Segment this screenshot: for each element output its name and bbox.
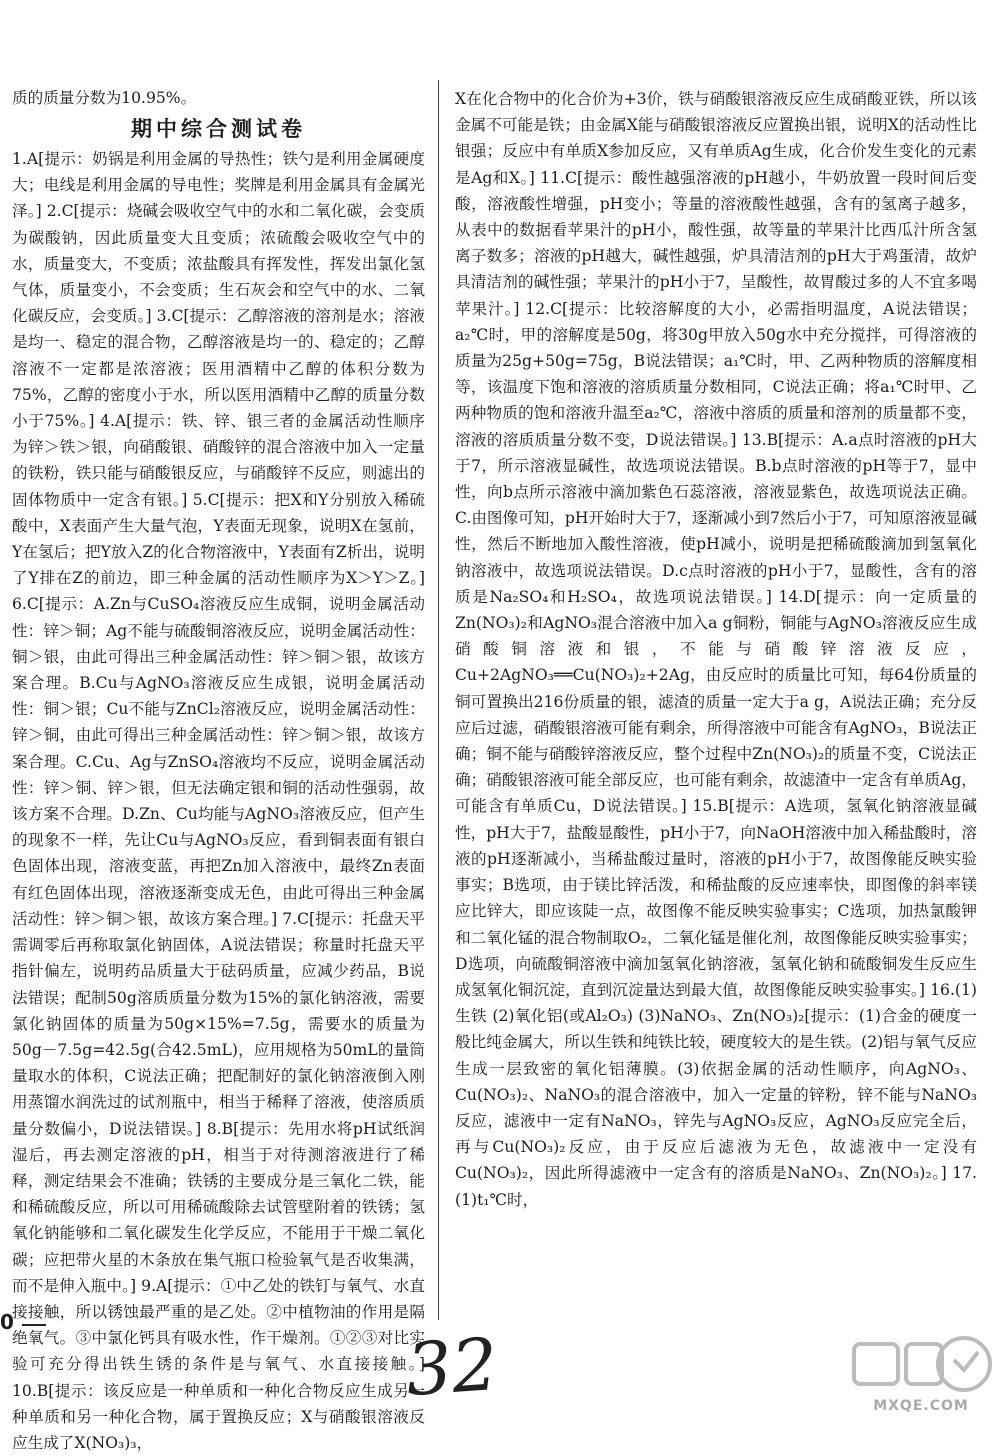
page-number: 0 xyxy=(0,1310,14,1334)
right-column-text: X在化合物中的化合价为+3价，铁与硝酸银溶液反应生成硝酸亚铁，所以该金属不可能是铁；由金属X能与硝酸银溶液反应置换出银，说明X的活动性比银强；反应中有单质X参加反应，又有单质Ag生成，化合价发生变化的元素是Ag和X。] 11.C[提示：酸性越强溶液的pH越小，牛奶放置一段时间后变酸，溶液酸性增强，pH变小；等量的溶液酸性越强，含有的氢离子越多，从表中的数据看苹果汁的pH小，酸性强，故等量的苹果汁比西瓜汁所含氢离子数多；溶液的pH越大，碱性越强，炉具清洁剂的pH大于鸡蛋清，故炉具清洁剂的碱性强；苹果汁的pH小于7，呈酸性，故胃酸过多的人不宜多喝苹果汁。] 12.C[提示：比较溶解度的大小，必需指明温度，A说法错误；a₂℃时，甲的溶解度是50g，将30g甲放入50g水中充分搅拌，可得溶液的质量为25g+50g=75g，B说法错误；a₁℃时，甲、乙两种物质的溶解度相等，该温度下饱和溶液的溶质质量分数相同，C说法正确；将a₁℃时甲、乙两种物质的饱和溶液升温至a₂℃，溶液中溶质的质量和溶剂的质量都不变，溶液的溶质质量分数不变，D说法错误。] 13.B[提示：A.a点时溶液的pH大于7，所示溶液显碱性，故选项说法错误。B.b点时溶液的pH等于7，显中性，向b点所示溶液中滴加紫色石蕊溶液，溶液显紫色，故选项说法正确。C.由图像可知，pH开始时大于7，逐渐减小到7然后小于7，可知原溶液显碱性，然后不断地加入酸性溶液，使pH减小，说明是把稀硫酸滴加到氢氧化钠溶液中，故选项说法错误。D.c点时溶液的pH小于7，显酸性，含有的溶质是Na₂SO₄和H₂SO₄，故选项说法错误。] 14.D[提示：向一定质量的Zn(NO₃)₂和AgNO₃混合溶液中加入a g铜粉，铜能与AgNO₃溶液反应生成硝酸铜溶液和银，不能与硝酸锌溶液反应，Cu+2AgNO₃══Cu(NO₃)₂+2Ag，由反应时的质量比可知，每64份质量的铜可置换出216份质量的银，滤渣的质量一定大于a g，A说法正确；充分反应后过滤，硝酸银溶液可能有剩余，所得溶液中可能含有AgNO₃，B说法正确；铜不能与硝酸锌溶液反应，整个过程中Zn(NO₃)₂的质量不变，C说法正确；硝酸银溶液可能全部反应，也可能有剩余，故滤渣中一定含有单质Ag，可能含有单质Cu，D说法错误。] 15.B[提示：A选项，氢氧化钠溶液显碱性，pH大于7，盐酸显酸性，pH小于7，向NaOH溶液中加入稀盐酸时，溶液的pH逐渐减小，当稀盐酸过量时，溶液的pH小于7，故图像能反映实验事实；B选项，由于镁比锌活泼，和稀盐酸的反应速率快，即图像的斜率镁应比锌大，即应该陡一点，故图像不能反映实验事实；C选项，加热氯酸钾和二氧化锰的混合物制取O₂，二氧化锰是催化剂，故图像能反映实验事实；D选项，向硫酸铜溶液中滴加氢氧化钠溶液，氢氧化钠和硫酸铜发生反应生成氢氧化铜沉淀，直到沉淀量达到最大值，故图像能反映实验事实。] 16.(1)生铁 (2)氧化铝(或Al₂O₃) (3)NaNO₃、Zn(NO₃)₂[提示：(1)合金的硬度一般比纯金属大，所以生铁和纯铁比较，硬度较大的是生铁。(2)铝与氧气反应生成一层致密的氧化铝薄膜。(3)依据金属的活动性顺序，向AgNO₃、Cu(NO₃)₂、NaNO₃的混合溶液中，加入一定量的锌粉，锌不能与NaNO₃反应，滤液中一定有NaNO₃，锌先与AgNO₃反应，AgNO₃反应完全后，再与Cu(NO₃)₂反应，由于反应后滤液为无色，故滤液中一定没有Cu(NO₃)₂，因此所得滤液中一定含有的溶质是NaNO₃、Zn(NO₃)₂。] 17.(1)t₁℃时， xyxy=(455,90,977,1209)
watermark-text: MXQE.COM xyxy=(873,1398,969,1414)
handwritten-page-number: 32 xyxy=(403,1321,501,1413)
right-column xyxy=(455,86,977,1213)
page-title: 期中综合测试卷 xyxy=(131,117,306,141)
left-column-text: 1.A[提示：奶锅是利用金属的导热性；铁勺是利用金属硬度大；电线是利用金属的导电性；奖牌是利用金属具有金属光泽。] 2.C[提示：烧碱会吸收空气中的水和二氧化碳，会变质为碳酸钠，因此质量变大且变质；浓硫酸会吸收空气中的水，质量变大，不变质；浓盐酸具有挥发性，挥发出氯化氢气体，质量变小，不会变质；生石灰会和空气中的水、二氧化碳反应，会变质。] 3.C[提示：乙醇溶液的溶剂是水；溶液是均一、稳定的混合物，乙醇溶液是均一的、稳定的；乙醇溶液不一定都是浓溶液；医用酒精中乙醇的体积分数为75%，乙醇的密度小于水，所以医用酒精中乙醇的质量分数小于75%。] 4.A[提示：铁、锌、银三者的金属活动性顺序为锌＞铁＞银，向硝酸银、硝酸锌的混合溶液中加入一定量的铁粉，铁只能与硝酸银反应，与硝酸锌不反应，则滤出的固体物质中一定含有银。] 5.C[提示：把X和Y分别放入稀硫酸中，X表面产生大量气泡，Y表面无现象，说明X在氢前，Y在氢后；把Y放入Z的化合物溶液中，Y表面有Z析出，说明了Y排在Z的前边，即三种金属的活动性顺序为X＞Y＞Z。] 6.C[提示：A.Zn与CuSO₄溶液反应生成铜，说明金属活动性：锌＞铜；Ag不能与硫酸铜溶液反应，说明金属活动性：铜＞银，由此可得出三种金属活动性：锌＞铜＞银，故该方案合理。B.Cu与AgNO₃溶液反应生成银，说明金属活动性：铜＞银；Cu不能与ZnCl₂溶液反应，说明金属活动性：锌＞铜，由此可得出三种金属活动性：锌＞铜＞银，故该方案合理。C.Cu、Ag与ZnSO₄溶液均不反应，说明金属活动性：锌＞铜、锌＞银，但无法确定银和铜的活动性强弱，故该方案不合理。D.Zn、Cu均能与AgNO₃溶液反应，但产生的现象不一样，先让Cu与AgNO₃反应，看到铜表面有银白色固体出现，溶液变蓝，再把Zn加入溶液中，最终Zn表面有红色固体出现，溶液逐渐变成无色，由此可得出三种金属活动性：锌＞铜＞银，故该方案合理。] 7.C[提示：托盘天平需调零后再称取氯化钠固体，A说法错误；称量时托盘天平指针偏左，说明药品质量大于砝码质量，应减少药品，B说法错误；配制50g溶质质量分数为15%的氯化钠溶液，需要氯化钠固体的质量为50g×15%=7.5g，需要水的质量为50g－7.5g=42.5g(合42.5mL)，应用规格为50mL的量筒量取水的体积，C说法正确；把配制好的氯化钠溶液倒入刚用蒸馏水润洗过的试剂瓶中，相当于稀释了溶液，使溶质质量分数偏小，D说法错误。] 8.B[提示：先用水将pH试纸润湿后，再去测定溶液的pH，相当于对待测溶液进行了稀释，测定结果会不准确；铁锈的主要成分是三氧化二铁，能和稀硫酸反应，所以可用稀硫酸除去试管壁附着的铁锈；氢氧化钠能够和二氧化碳发生化学反应，不能用于干燥二氧化碳；应把带火星的木条放在集气瓶口检验氧气是否收集满，而不是伸入瓶中。] 9.A[提示：①中乙处的铁钉与氧气、水直接接触，所以锈蚀最严重的是乙处。②中植物油的作用是隔绝氧气。③中氯化钙具有吸水性，作干燥剂。①②③对比实验可充分得出铁生锈的条件是与氧气、水直接接触。] 10.B[提示：该反应是一种单质和一种化合物反应生成另一种单质和另一种化合物，属于置换反应；X与硝酸银溶液反应生成了X(NO₃)₃， xyxy=(12,150,425,1452)
column-divider xyxy=(438,80,439,1320)
first-line: 质的质量分数为10.95%。 xyxy=(12,89,197,107)
left-column xyxy=(12,146,425,1456)
page-number-dash xyxy=(22,1324,46,1326)
